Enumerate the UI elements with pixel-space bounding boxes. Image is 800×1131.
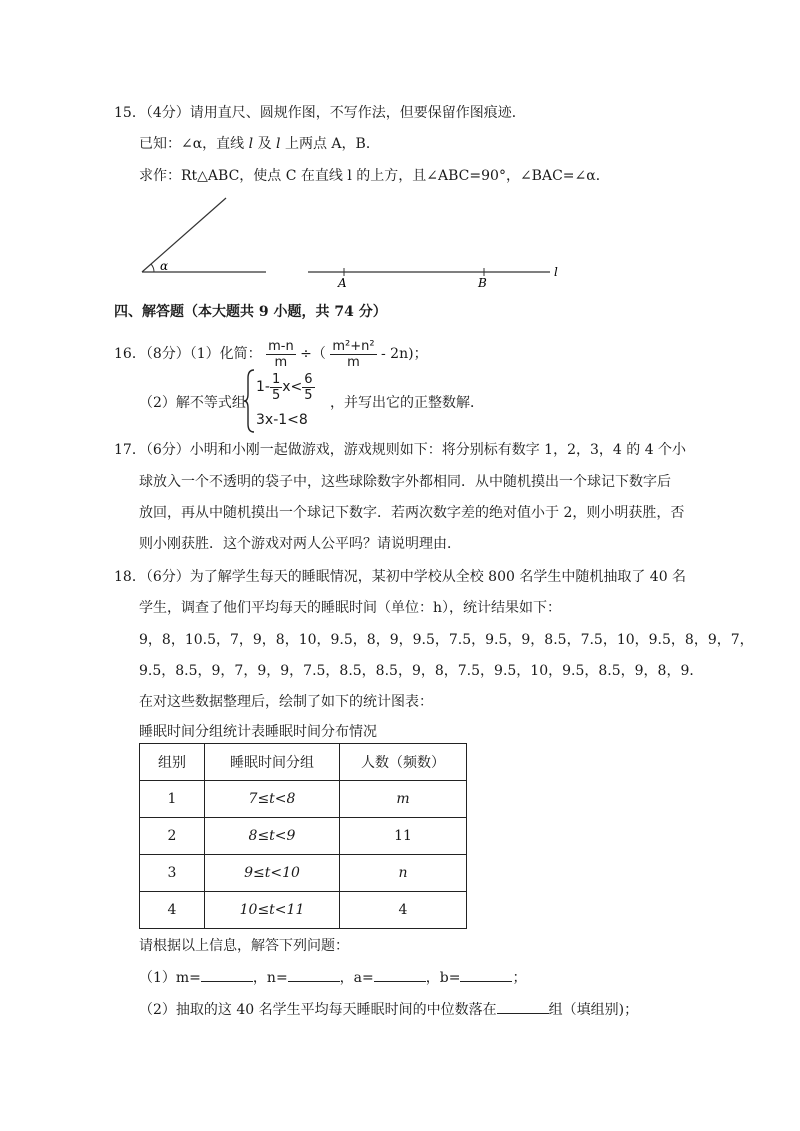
blank-group bbox=[497, 999, 549, 1014]
line-l-label: l bbox=[554, 265, 558, 279]
blank-b bbox=[460, 967, 512, 982]
table-header-row bbox=[140, 744, 467, 781]
inequality-brace bbox=[244, 368, 256, 434]
table-row: 2 8≤t<9 11 bbox=[140, 818, 467, 855]
sleep-table bbox=[139, 743, 467, 929]
q18-line-2: 学生，调查了他们平均每天的睡眠时间（单位：h），统计结果如下： bbox=[139, 600, 562, 616]
blank-a bbox=[374, 967, 426, 982]
header-range: 睡眠时间分组 bbox=[205, 744, 340, 781]
q17-line-2: 球放入一个不透明的袋子中，这些球除数字外都相同．从中随机摸出一个球记下数字后 bbox=[139, 474, 671, 490]
blank-m bbox=[201, 967, 253, 982]
range-cell: 8≤t<9 bbox=[205, 818, 340, 855]
q18-sub1: （1）m= ，n= ，a= ，b= ； bbox=[139, 967, 526, 988]
blank-n bbox=[288, 967, 340, 982]
header-count: 人数（频数） bbox=[340, 744, 467, 781]
q16-part1: 16．（8分）（1）化简： $\frac{m-n}{m}$ ÷（ $\frac{\text{m²+n²}}{m}$ - 2n)； bbox=[114, 338, 428, 370]
count-cell: m bbox=[340, 781, 467, 818]
count-cell: 11 bbox=[340, 818, 467, 855]
point-a-label: A bbox=[338, 276, 347, 290]
fraction-2: $\frac{\text{m²+n²}}{m}$ bbox=[332, 338, 375, 370]
table-caption: 睡眠时间分组统计表睡眠时间分布情况 bbox=[139, 724, 377, 740]
q18-line-5: 在对这些数据整理后，绘制了如下的统计图表： bbox=[139, 694, 433, 710]
count-cell: 4 bbox=[340, 892, 467, 929]
fraction-1: $\frac{m-n}{m}$ bbox=[268, 338, 294, 370]
angle-arc bbox=[151, 264, 154, 272]
range-cell: 10≤t<11 bbox=[205, 892, 340, 929]
q18-data-1: 9，8，10.5，7，9，8，10，9.5，8，9，9.5，7.5，9.5，9，8.5，7.5，10，9.5，8，9，7， bbox=[139, 632, 754, 648]
table-row: 1 7≤t<8 m bbox=[140, 781, 467, 818]
section-4-heading: 四、解答题（本大题共 9 小题，共 74 分） bbox=[114, 304, 387, 320]
q18-sub2: （2）抽取的这 40 名学生平均每天睡眠时间的中位数落在 组（填组别)； bbox=[139, 999, 638, 1020]
q17-line-3: 放回，再从中随机摸出一个球记下数字．若两次数字差的绝对值小于 2，则小明获胜，否 bbox=[139, 505, 685, 521]
range-cell: 9≤t<10 bbox=[205, 855, 340, 892]
range-cell: 7≤t<8 bbox=[205, 781, 340, 818]
inequality-1: 1- $\frac{1}{5}$ x< $\frac{6}{5}$ bbox=[256, 371, 313, 403]
q18-data-2: 9.5，8.5，9，7，9，9，7.5，8.5，8.5，9，8，7.5，9.5，10，9.5，8.5，9，8，9． bbox=[139, 663, 704, 679]
q18-prompt: 请根据以上信息，解答下列问题： bbox=[139, 938, 349, 954]
q15-figure bbox=[130, 190, 590, 290]
q15-requirement: 求作：Rt△ABC，使点 C 在直线 l 的上方，且∠ABC=90°，∠BAC=∠α． bbox=[139, 168, 610, 184]
q16-part2-prefix: （2）解不等式组 bbox=[139, 395, 246, 411]
q15-heading: 15．（4分）请用直尺、圆规作图，不写作法，但要保留作图痕迹． bbox=[114, 105, 526, 121]
table-row: 4 10≤t<11 4 bbox=[140, 892, 467, 929]
header-group: 组别 bbox=[140, 744, 205, 781]
q17-line-1: 17．（6分）小明和小刚一起做游戏，游戏规则如下：将分别标有数字 1，2，3，4 的 4 个小 bbox=[114, 442, 687, 458]
count-cell: n bbox=[340, 855, 467, 892]
q17-line-4: 则小刚获胜．这个游戏对两人公平吗？请说明理由． bbox=[139, 536, 461, 552]
q16-part2-tail: ，并写出它的正整数解． bbox=[330, 395, 484, 411]
angle-ray bbox=[142, 198, 226, 272]
alpha-label: α bbox=[160, 259, 169, 273]
point-b-label: B bbox=[478, 276, 487, 290]
q18-line-1: 18．（6分）为了解学生每天的睡眠情况，某初中学校从全校 800 名学生中随机抽取了 40 名 bbox=[114, 569, 687, 585]
q15-known: 已知：∠α，直线 l 及 l 上两点 A，B． bbox=[139, 136, 380, 152]
table-row: 3 9≤t<10 n bbox=[140, 855, 467, 892]
inequality-2: 3x-1<8 bbox=[256, 412, 308, 428]
